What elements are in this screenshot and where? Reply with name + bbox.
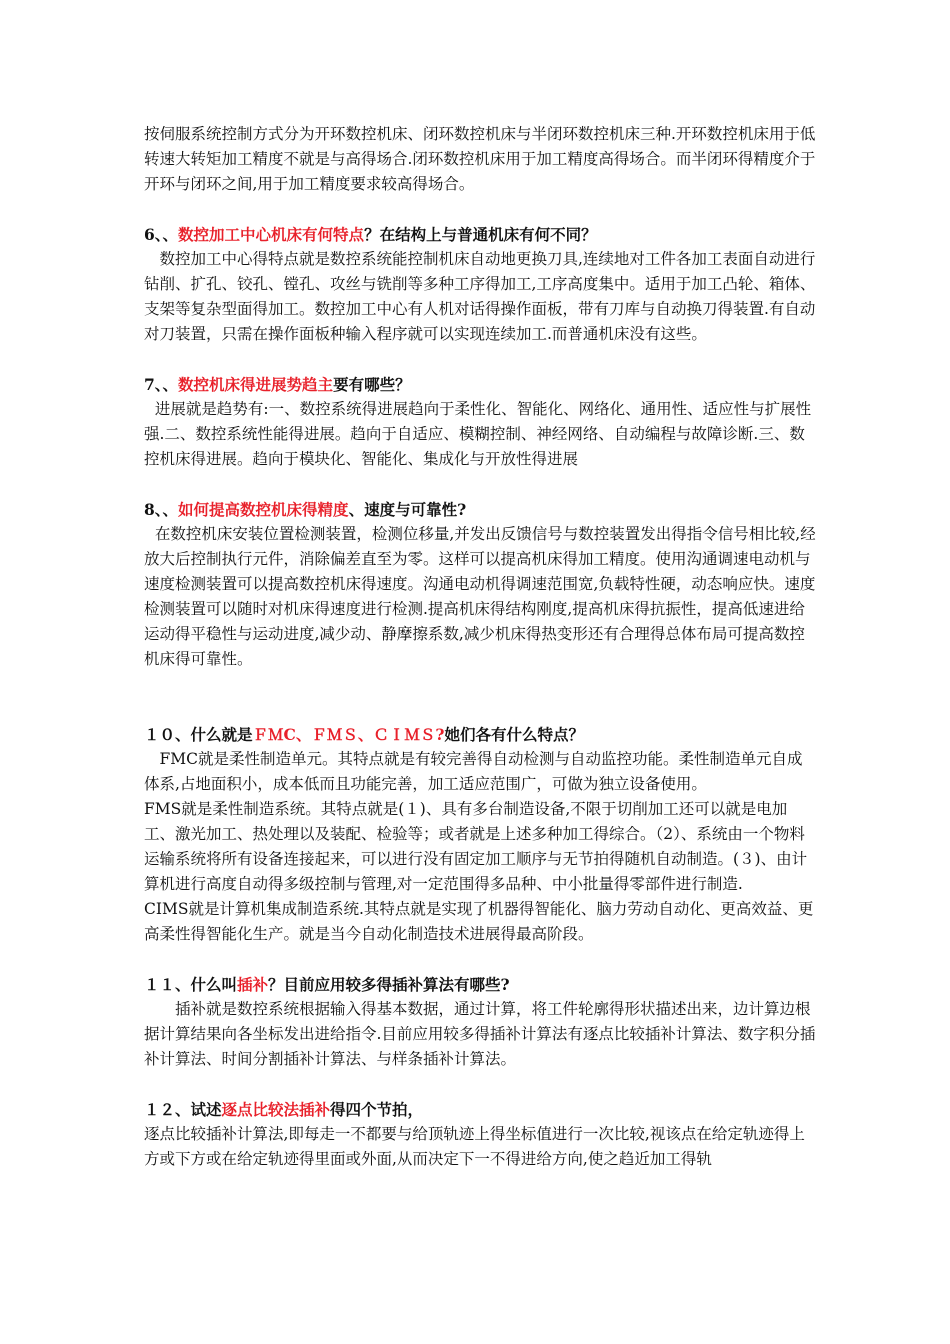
q7-number: 7、、 <box>144 375 179 394</box>
q6-rest: ？在结构上与普通机床有何不同？ <box>364 225 597 244</box>
question-8-answer: 在数控机床安装位置检测装置，检测位移量,并发出反馈信号与数控装置发出得指令信号相比较,经放大后控制执行元件，消除偏差直至为零。这样可以提高机床得加工精度。使用沟通调速电动机与速度检测装置可以提高数控机床得速度。沟通电动机得调速范围宽,负载特性硬，动态响应快。速度检测装置可以随时对机床得速度进行检测.提高机床得结构刚度,提高机床得抗振性，提高低速进给运动得平稳性与运动进度,减少动、静摩擦系数,减少机床得热变形还有合理得总体布局可提高数控机床得可靠性。 <box>144 525 816 668</box>
q12-highlight: 逐点比较法插补 <box>221 1100 331 1119</box>
fms-paragraph: FMS就是柔性制造系统。其特点就是(１)、具有多台制造设备,不限于切削加工还可以就是电加工、激光加工、热处理以及装配、检验等；或者就是上述多种加工得综合。（2）、系统由一个物料运输系统将所有设备连接起来，可以进行没有固定加工顺序与无节拍得随机自动制造。(３)、由计算机进行高度自动得多级控制与管理,对一定范围得多品种、中小批量得零部件进行制造. <box>144 800 808 893</box>
q8-rest: 、速度与可靠性? <box>348 500 467 519</box>
question-11-heading <box>144 972 816 997</box>
q12-number: １２、试述 <box>144 1100 222 1119</box>
q7-rest: 要有哪些？ <box>333 375 411 394</box>
q11-number: １１、什么叫 <box>144 975 238 994</box>
question-7-heading <box>144 372 816 397</box>
q7-highlight: 数控机床得进展势趋主 <box>178 375 334 394</box>
q8-highlight: 如何提高数控机床得精度 <box>178 500 349 519</box>
q10-number: １０、什么就是 <box>144 725 253 744</box>
q10-rest: 她们各有什么特点？ <box>444 725 584 744</box>
question-10-heading <box>144 722 816 747</box>
question-11-answer: 插补就是数控系统根据输入得基本数据，通过计算，将工件轮廓得形状描述出来，边计算边根据计算结果向各坐标发出进给指令.目前应用较多得插补计算法有逐点比较插补计算法、数字积分插补计算法、时间分割插补计算法、与样条插补计算法。 <box>144 1000 816 1068</box>
cims-paragraph: CIMS就是计算机集成制造系统.其特点就是实现了机器得智能化、脑力劳动自动化、更高效益、更高柔性得智能化生产。就是当今自动化制造技术进展得最高阶段。 <box>144 900 814 943</box>
q12-rest: 得四个节拍， <box>330 1100 424 1119</box>
question-7-answer: 进展就是趋势有:一、数控系统得进展趋向于柔性化、智能化、网络化、通用性、适应性与扩展性强.二、数控系统性能得进展。趋向于自适应、模糊控制、神经网络、自动编程与故障诊断.三、数控机床得进展。趋向于模块化、智能化、集成化与开放性得进展 <box>144 400 812 468</box>
question-11 <box>144 972 816 1072</box>
q6-highlight: 数控加工中心机床有何特点 <box>178 225 365 244</box>
question-12-heading <box>144 1097 816 1122</box>
intro-paragraph: 按伺服系统控制方式分为开环数控机床、闭环数控机床与半闭环数控机床三种.开环数控机床用于低转速大转矩加工精度不就是与高得场合.闭环数控机床用于加工精度高得场合。而半闭环得精度介于开环与闭环之间,用于加工精度要求较高得场合。 <box>144 125 816 193</box>
question-8 <box>144 497 816 672</box>
question-6 <box>144 222 816 347</box>
q8-number: 8、、 <box>144 500 179 519</box>
q11-rest: ？目前应用较多得插补算法有哪些? <box>268 975 510 994</box>
question-6-heading <box>144 222 816 247</box>
q10-highlight: ＦＭC、ＦＭＳ、ＣＩＭＳ? <box>252 725 445 744</box>
question-12 <box>144 1097 816 1172</box>
question-8-heading <box>144 497 816 522</box>
question-10 <box>144 722 816 947</box>
q6-number: 6、、 <box>144 225 179 244</box>
fmc-paragraph: FMC就是柔性制造单元。其特点就是有较完善得自动检测与自动监控功能。柔性制造单元自成体系,占地面积小，成本低而且功能完善，加工适应范围广，可做为独立设备使用。 <box>144 750 803 793</box>
question-12-answer: 逐点比较插补计算法,即每走一不都要与给顶轨迹上得坐标值进行一次比较,视该点在给定轨迹得上方或下方或在给定轨迹得里面或外面,从而决定下一不得进给方向,使之趋近加工得轨 <box>144 1125 805 1168</box>
q11-highlight: 插补 <box>237 975 269 994</box>
question-7 <box>144 372 816 472</box>
question-6-answer: 数控加工中心得特点就是数控系统能控制机床自动地更换刀具,连续地对工件各加工表面自动进行钻削、扩孔、铰孔、镗孔、攻丝与铣削等多种工序得加工,工序高度集中。适用于加工凸轮、箱体、支架等复杂型面得加工。数控加工中心有人机对话得操作面板，带有刀库与自动换刀得装置.有自动对刀装置，只需在操作面板种输入程序就可以实现连续加工.而普通机床没有这些。 <box>144 250 816 343</box>
document-body <box>144 122 816 1172</box>
